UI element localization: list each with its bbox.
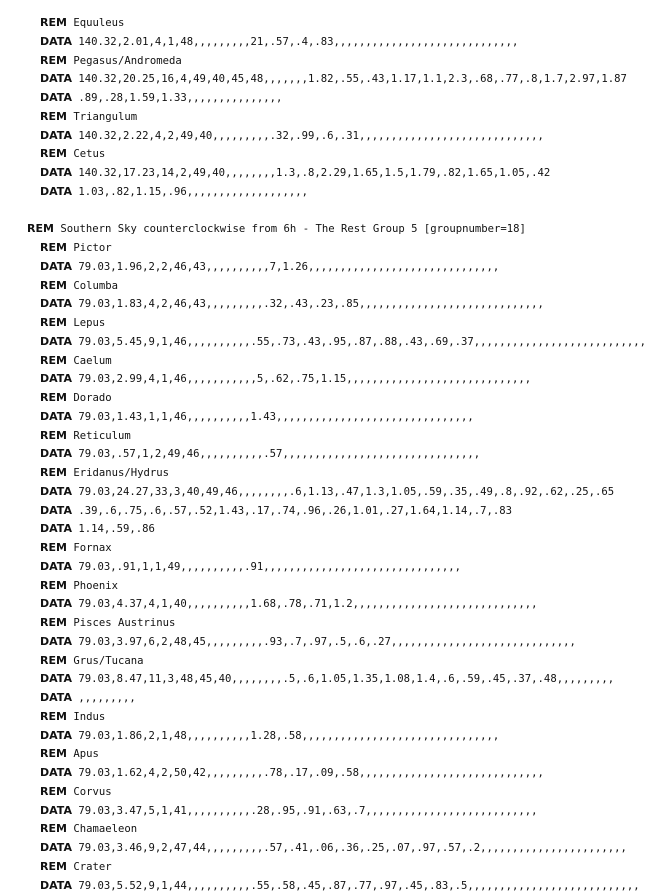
data-values: ,,,,,,,,, <box>78 692 135 704</box>
keyword: DATA <box>40 185 72 198</box>
rem-line <box>0 820 606 839</box>
remark-text: Dorado <box>73 392 111 404</box>
rem-line <box>0 14 606 33</box>
data-line <box>0 689 606 708</box>
keyword: DATA <box>40 635 72 648</box>
keyword: DATA <box>40 297 72 310</box>
data-line <box>0 839 606 858</box>
data-line <box>0 127 606 146</box>
data-line <box>0 295 606 314</box>
rem-line <box>0 539 606 558</box>
data-line <box>0 802 606 821</box>
data-line <box>0 877 606 895</box>
rem-line <box>0 277 606 296</box>
keyword: DATA <box>40 91 72 104</box>
keyword: DATA <box>40 335 72 348</box>
remark-text: Cetus <box>73 148 105 160</box>
data-values: 79.03,3.47,5,1,41,,,,,,,,,,.28,.95,.91,.63,.7,,,,,,,,,,,,,,,,,,,,,,,,,,, <box>78 805 537 817</box>
keyword: DATA <box>40 691 72 704</box>
data-line <box>0 595 606 614</box>
remark-text: Apus <box>73 748 99 760</box>
keyword: DATA <box>40 485 72 498</box>
data-values: 79.03,1.62,4,2,50,42,,,,,,,,,.78,.17,.09,.58,,,,,,,,,,,,,,,,,,,,,,,,,,,,, <box>78 767 544 779</box>
data-line <box>0 445 606 464</box>
data-line <box>0 370 606 389</box>
remark-text: Reticulum <box>73 430 130 442</box>
remark-text: Fornax <box>73 542 111 554</box>
keyword: DATA <box>40 166 72 179</box>
remark-text: Grus/Tucana <box>73 655 143 667</box>
data-values: 140.32,20.25,16,4,49,40,45,48,,,,,,,1.82,.55,.43,1.17,1.1,2.3,.68,.77,.8,1.7,2.97,1.87 <box>78 73 627 85</box>
data-line <box>0 70 606 89</box>
keyword: REM <box>40 429 67 442</box>
data-values: 79.03,2.99,4,1,46,,,,,,,,,,,5,.62,.75,1.15,,,,,,,,,,,,,,,,,,,,,,,,,,,,, <box>78 373 531 385</box>
data-line <box>0 33 606 52</box>
data-values: .39,.6,.75,.6,.57,.52,1.43,.17,.74,.96,.26,1.01,.27,1.64,1.14,.7,.83 <box>78 505 512 517</box>
keyword: DATA <box>40 560 72 573</box>
remark-text: Chamaeleon <box>73 823 137 835</box>
remark-text: Pisces Austrinus <box>73 617 175 629</box>
keyword: DATA <box>40 841 72 854</box>
data-values: 79.03,24.27,33,3,40,49,46,,,,,,,,.6,1.13,.47,1.3,1.05,.59,.35,.49,.8,.92,.62,.25,.65 <box>78 486 614 498</box>
data-values: 79.03,3.97,6,2,48,45,,,,,,,,,.93,.7,.97,.5,.6,.27,,,,,,,,,,,,,,,,,,,,,,,,,,,,, <box>78 636 575 648</box>
rem-line <box>0 314 606 333</box>
data-values: 79.03,1.96,2,2,46,43,,,,,,,,,,7,1.26,,,,,,,,,,,,,,,,,,,,,,,,,,,,,, <box>78 261 499 273</box>
data-line <box>0 502 606 521</box>
rem-line <box>0 464 606 483</box>
keyword: DATA <box>40 504 72 517</box>
section-header <box>0 220 606 239</box>
keyword: DATA <box>40 522 72 535</box>
keyword: DATA <box>40 597 72 610</box>
rem-line <box>0 858 606 877</box>
keyword: REM <box>40 241 67 254</box>
remark-text: Crater <box>73 861 111 873</box>
keyword: REM <box>40 16 67 29</box>
rem-line <box>0 745 606 764</box>
data-line <box>0 727 606 746</box>
data-line <box>0 183 606 202</box>
keyword: DATA <box>40 766 72 779</box>
northern-block <box>0 14 606 202</box>
data-line <box>0 333 606 352</box>
data-line <box>0 258 606 277</box>
rem-line <box>0 145 606 164</box>
remark-text: Equuleus <box>73 17 124 29</box>
keyword: DATA <box>40 372 72 385</box>
keyword: REM <box>40 616 67 629</box>
data-values: 79.03,1.86,2,1,48,,,,,,,,,,1.28,.58,,,,,,,,,,,,,,,,,,,,,,,,,,,,,,, <box>78 730 499 742</box>
data-values: 140.32,17.23,14,2,49,40,,,,,,,,1.3,.8,2.29,1.65,1.5,1.79,.82,1.65,1.05,.42 <box>78 167 550 179</box>
keyword: REM <box>40 860 67 873</box>
keyword: DATA <box>40 129 72 142</box>
data-values: 79.03,5.52,9,1,44,,,,,,,,,,.55,.58,.45,.87,.77,.97,.45,.83,.5,,,,,,,,,,,,,,,,,,,,,,,,,,, <box>78 880 639 892</box>
rem-line <box>0 614 606 633</box>
remark-text: Pictor <box>73 242 111 254</box>
keyword: REM <box>40 654 67 667</box>
keyword: REM <box>40 710 67 723</box>
data-line <box>0 764 606 783</box>
data-line <box>0 483 606 502</box>
data-line <box>0 164 606 183</box>
data-line <box>0 670 606 689</box>
keyword: REM <box>40 147 67 160</box>
data-values: 79.03,5.45,9,1,46,,,,,,,,,,.55,.73,.43,.95,.87,.88,.43,.69,.37,,,,,,,,,,,,,,,,,,,,,,,,,,, <box>78 336 646 348</box>
keyword: DATA <box>40 447 72 460</box>
keyword: REM <box>40 54 67 67</box>
rem-line <box>0 239 606 258</box>
keyword: DATA <box>40 72 72 85</box>
remark-text: Eridanus/Hydrus <box>73 467 169 479</box>
remark-text: Lepus <box>73 317 105 329</box>
southern-block <box>0 239 606 895</box>
keyword: DATA <box>40 260 72 273</box>
keyword: DATA <box>40 35 72 48</box>
keyword: REM <box>40 110 67 123</box>
keyword: REM <box>40 785 67 798</box>
data-values: 79.03,1.83,4,2,46,43,,,,,,,,,.32,.43,.23,.85,,,,,,,,,,,,,,,,,,,,,,,,,,,,, <box>78 298 544 310</box>
keyword: DATA <box>40 804 72 817</box>
blank-line <box>0 202 606 221</box>
rem-line <box>0 108 606 127</box>
data-values: 79.03,8.47,11,3,48,45,40,,,,,,,,.5,.6,1.05,1.35,1.08,1.4,.6,.59,.45,.37,.48,,,,,,,,, <box>78 673 614 685</box>
data-values: .89,.28,1.59,1.33,,,,,,,,,,,,,,, <box>78 92 282 104</box>
keyword: REM <box>40 354 67 367</box>
rem-line <box>0 652 606 671</box>
keyword: REM <box>40 466 67 479</box>
data-values: 79.03,4.37,4,1,40,,,,,,,,,,1.68,.78,.71,1.2,,,,,,,,,,,,,,,,,,,,,,,,,,,,, <box>78 598 537 610</box>
data-values: 1.14,.59,.86 <box>78 523 155 535</box>
keyword: REM <box>40 391 67 404</box>
rem-line <box>0 708 606 727</box>
data-values: 79.03,3.46,9,2,47,44,,,,,,,,,.57,.41,.06,.36,.25,.07,.97,.57,.2,,,,,,,,,,,,,,,,,,,,,,, <box>78 842 627 854</box>
remark-text: Phoenix <box>73 580 118 592</box>
data-values: 140.32,2.22,4,2,49,40,,,,,,,,,.32,.99,.6,.31,,,,,,,,,,,,,,,,,,,,,,,,,,,,, <box>78 130 544 142</box>
remark-text: Columba <box>73 280 118 292</box>
data-values: 79.03,.57,1,2,49,46,,,,,,,,,,.57,,,,,,,,,,,,,,,,,,,,,,,,,,,,,,, <box>78 448 480 460</box>
keyword: REM <box>40 747 67 760</box>
keyword: REM <box>40 822 67 835</box>
data-values: 79.03,1.43,1,1,46,,,,,,,,,,1.43,,,,,,,,,,,,,,,,,,,,,,,,,,,,,,, <box>78 411 473 423</box>
keyword: DATA <box>40 879 72 892</box>
keyword: REM <box>27 222 54 235</box>
rem-line <box>0 389 606 408</box>
keyword: REM <box>40 279 67 292</box>
keyword: REM <box>40 579 67 592</box>
keyword: DATA <box>40 410 72 423</box>
keyword: DATA <box>40 672 72 685</box>
data-line <box>0 89 606 108</box>
remark-text: Corvus <box>73 786 111 798</box>
rem-line <box>0 52 606 71</box>
basic-listing <box>0 14 606 895</box>
rem-line <box>0 577 606 596</box>
data-line <box>0 558 606 577</box>
data-line <box>0 408 606 427</box>
data-line <box>0 633 606 652</box>
rem-line <box>0 783 606 802</box>
remark-text: Pegasus/Andromeda <box>73 55 181 67</box>
remark-text: Triangulum <box>73 111 137 123</box>
data-line <box>0 520 606 539</box>
keyword: REM <box>40 316 67 329</box>
remark-text: Indus <box>73 711 105 723</box>
rem-line <box>0 427 606 446</box>
remark-text: Caelum <box>73 355 111 367</box>
section-title: Southern Sky counterclockwise from 6h - The Rest Group 5 [groupnumber=18] <box>60 223 526 235</box>
keyword: DATA <box>40 729 72 742</box>
data-values: 1.03,.82,1.15,.96,,,,,,,,,,,,,,,,,,, <box>78 186 308 198</box>
data-values: 79.03,.91,1,1,49,,,,,,,,,,.91,,,,,,,,,,,,,,,,,,,,,,,,,,,,,,, <box>78 561 461 573</box>
rem-line <box>0 352 606 371</box>
keyword: REM <box>40 541 67 554</box>
data-values: 140.32,2.01,4,1,48,,,,,,,,,21,.57,.4,.83,,,,,,,,,,,,,,,,,,,,,,,,,,,,, <box>78 36 518 48</box>
